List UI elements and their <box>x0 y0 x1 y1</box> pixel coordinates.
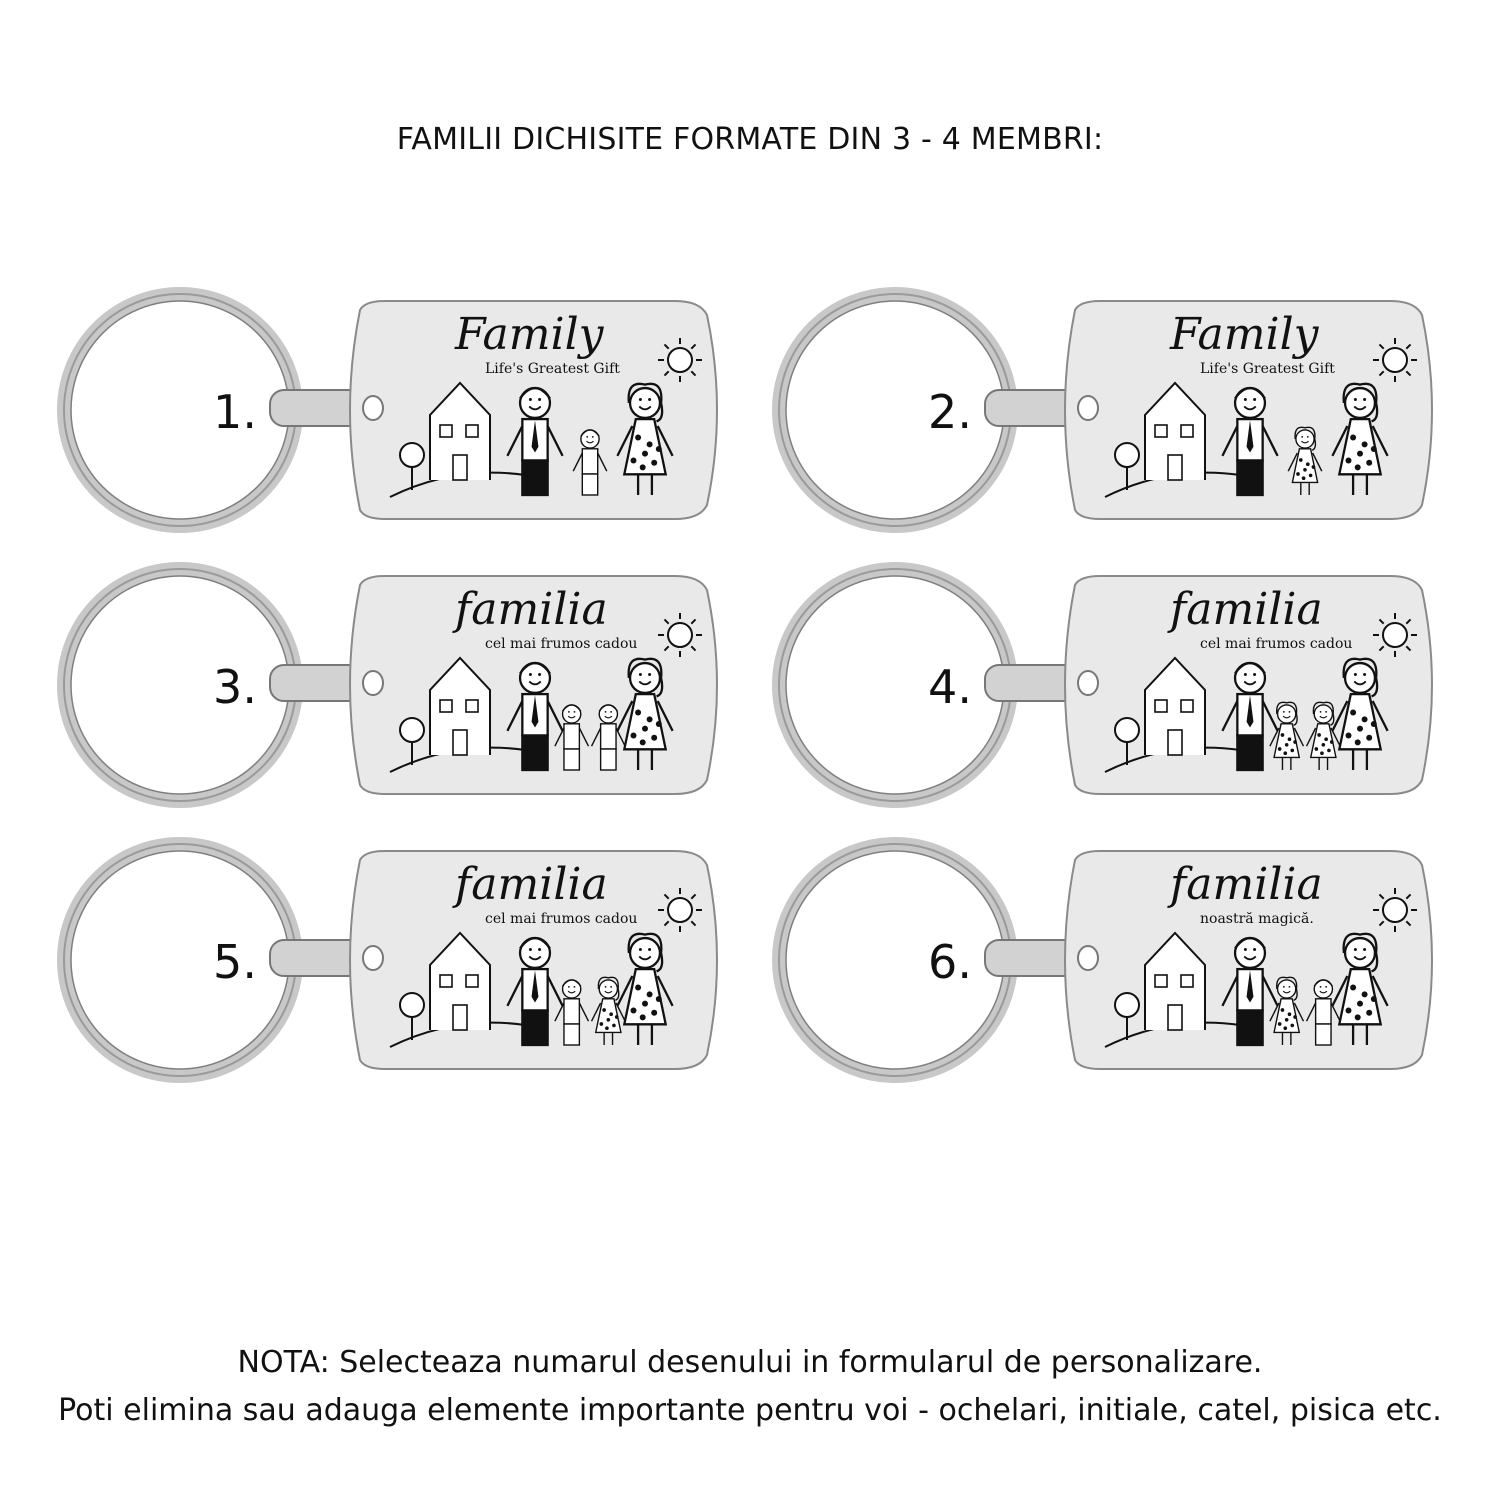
eye <box>538 398 541 401</box>
dress-dot <box>1283 1026 1287 1030</box>
pants <box>564 749 579 770</box>
tag-title: familia <box>1170 584 1323 635</box>
dress-dot <box>607 1018 611 1022</box>
pants <box>1316 1024 1331 1045</box>
eye <box>1354 398 1357 401</box>
dress-dot <box>1371 996 1377 1002</box>
eye <box>529 673 532 676</box>
dress-dot <box>600 1022 604 1026</box>
dress-dot <box>642 726 648 732</box>
note-line-2: Poti elimina sau adauga elemente importante pentru voi - ochelari, initiale, catel, pisica etc. <box>58 1393 1442 1428</box>
pants <box>1237 1011 1262 1046</box>
dress-dot <box>1346 458 1352 464</box>
head <box>630 663 660 693</box>
dress-dot <box>651 1010 657 1016</box>
option-number: 5. <box>213 935 257 989</box>
option-number: 6. <box>928 935 972 989</box>
eye <box>648 948 651 951</box>
dress-dot <box>1371 721 1377 727</box>
dress-dot <box>635 985 641 991</box>
dress-dot <box>656 996 662 1002</box>
sun-face <box>668 348 692 372</box>
pants <box>582 474 597 495</box>
dress-dot <box>1306 462 1310 466</box>
tag-subtitle: cel mai frumos cadou <box>485 636 638 652</box>
keychain-option-5[interactable] <box>55 835 755 1085</box>
dress-dot <box>1357 1001 1363 1007</box>
head <box>1278 980 1296 998</box>
dress-dot <box>1278 1022 1282 1026</box>
head <box>1278 705 1296 723</box>
dress-dot <box>647 441 653 447</box>
eye <box>592 436 594 438</box>
dress-dot <box>1366 735 1372 741</box>
dress-dot <box>656 721 662 727</box>
eye <box>1289 986 1291 988</box>
keychain-option-2[interactable] <box>770 285 1470 535</box>
eye <box>1253 398 1256 401</box>
dress-dot <box>609 1012 613 1016</box>
dress-dot <box>651 735 657 741</box>
tag-title: familia <box>455 584 608 635</box>
dress-dot <box>635 435 641 441</box>
dress-dot <box>640 739 646 745</box>
dress-dot <box>1346 1008 1352 1014</box>
dress-dot <box>631 733 637 739</box>
dress-dot <box>1355 464 1361 470</box>
tag-title: Family <box>1170 309 1319 360</box>
dress-dot <box>1362 441 1368 447</box>
keychain-option-4[interactable] <box>770 560 1470 810</box>
dress-dot <box>1293 1015 1297 1019</box>
eye <box>1244 398 1247 401</box>
eye <box>1363 398 1366 401</box>
dress-dot <box>1362 716 1368 722</box>
dress-dot <box>651 460 657 466</box>
dress-dot <box>1330 740 1334 744</box>
dress-dot <box>1357 451 1363 457</box>
sun-face <box>1383 623 1407 647</box>
dress-dot <box>1299 458 1303 462</box>
dress-dot <box>612 1024 616 1028</box>
dress-dot <box>1366 1010 1372 1016</box>
option-number: 1. <box>213 385 257 439</box>
tree-crown <box>1115 443 1139 467</box>
eye <box>538 673 541 676</box>
eye <box>1283 986 1285 988</box>
dress-dot <box>1355 1014 1361 1020</box>
eye <box>1289 711 1291 713</box>
eye <box>568 711 570 713</box>
tag-subtitle: noastră magică. <box>1200 911 1314 927</box>
dress-dot <box>1309 474 1313 478</box>
head <box>630 938 660 968</box>
page-title: FAMILII DICHISITE FORMATE DIN 3 - 4 MEMBRI: <box>396 122 1104 157</box>
eye <box>610 711 612 713</box>
dress-dot <box>631 458 637 464</box>
dress-dot <box>1302 476 1306 480</box>
pants <box>564 1024 579 1045</box>
dress-dot <box>1366 460 1372 466</box>
eye <box>1283 711 1285 713</box>
dress-dot <box>1346 733 1352 739</box>
tree-crown <box>400 993 424 1017</box>
eye <box>605 986 607 988</box>
eye <box>1363 948 1366 951</box>
eye <box>639 398 642 401</box>
eye <box>648 398 651 401</box>
dress-dot <box>1303 468 1307 472</box>
option-number: 4. <box>928 660 972 714</box>
note-line-1: NOTA: Selecteaza numarul desenului in formularul de personalizare. <box>237 1345 1263 1380</box>
eye <box>1253 673 1256 676</box>
tag-subtitle: cel mai frumos cadou <box>1200 636 1353 652</box>
eye <box>568 986 570 988</box>
dress-dot <box>1285 743 1289 747</box>
eye <box>1325 711 1327 713</box>
dress-dot <box>1350 435 1356 441</box>
tag-hole <box>363 396 383 420</box>
dress-dot <box>1371 446 1377 452</box>
option-number: 3. <box>213 660 257 714</box>
eye <box>1244 948 1247 951</box>
sun-face <box>1383 348 1407 372</box>
keychain-option-1[interactable] <box>55 285 755 535</box>
dress-dot <box>1283 751 1287 755</box>
shirt <box>1316 999 1331 1024</box>
dress-dot <box>1285 1018 1289 1022</box>
eye <box>1244 673 1247 676</box>
keychain-option-6[interactable] <box>770 835 1470 1085</box>
eye <box>1363 673 1366 676</box>
keychain-option-3[interactable] <box>55 560 755 810</box>
tag-hole <box>1078 671 1098 695</box>
eye <box>574 711 576 713</box>
head <box>1345 663 1375 693</box>
head <box>599 980 617 998</box>
eye <box>1301 436 1303 438</box>
eye <box>1307 436 1309 438</box>
dress-dot <box>647 991 653 997</box>
pants <box>522 736 547 771</box>
tag-hole <box>1078 946 1098 970</box>
dress-dot <box>1320 751 1324 755</box>
dress-dot <box>1327 749 1331 753</box>
eye <box>639 948 642 951</box>
dress-dot <box>615 1015 619 1019</box>
eye <box>529 398 532 401</box>
eye <box>648 673 651 676</box>
head <box>1345 388 1375 418</box>
tag-subtitle: Life's Greatest Gift <box>1200 361 1335 377</box>
dress-dot <box>1278 747 1282 751</box>
eye <box>1253 948 1256 951</box>
tag-hole <box>1078 396 1098 420</box>
pants <box>1237 736 1262 771</box>
dress-dot <box>642 1001 648 1007</box>
dress-dot <box>1357 726 1363 732</box>
sun-face <box>1383 898 1407 922</box>
eye <box>1354 948 1357 951</box>
dress-dot <box>1296 472 1300 476</box>
dress-dot <box>1288 737 1292 741</box>
tag-title: familia <box>1170 859 1323 910</box>
dress-dot <box>1288 1012 1292 1016</box>
dress-dot <box>631 1008 637 1014</box>
eye <box>605 711 607 713</box>
eye <box>1325 986 1327 988</box>
shirt <box>601 724 616 749</box>
option-number: 2. <box>928 385 972 439</box>
dress-dot <box>647 716 653 722</box>
eye <box>1320 986 1322 988</box>
pants <box>601 749 616 770</box>
head <box>1345 938 1375 968</box>
tree-crown <box>400 718 424 742</box>
eye <box>1354 673 1357 676</box>
dress-dot <box>1350 710 1356 716</box>
dress-dot <box>1355 739 1361 745</box>
shirt <box>582 449 597 474</box>
sun-face <box>668 898 692 922</box>
eye <box>639 673 642 676</box>
head <box>1296 430 1314 448</box>
dress-dot <box>640 464 646 470</box>
eye <box>574 986 576 988</box>
dress-dot <box>1281 733 1285 737</box>
dress-dot <box>605 1026 609 1030</box>
dress-dot <box>1315 747 1319 751</box>
sun-face <box>668 623 692 647</box>
dress-dot <box>602 1008 606 1012</box>
tag-hole <box>363 946 383 970</box>
dress-dot <box>1322 743 1326 747</box>
tag-subtitle: Life's Greatest Gift <box>485 361 620 377</box>
dress-dot <box>1290 749 1294 753</box>
head <box>630 388 660 418</box>
tree-crown <box>1115 718 1139 742</box>
tag-title: Family <box>455 309 604 360</box>
eye <box>1320 711 1322 713</box>
pants <box>1237 461 1262 496</box>
dress-dot <box>1293 740 1297 744</box>
dress-dot <box>1281 1008 1285 1012</box>
dress-dot <box>1312 465 1316 469</box>
dress-dot <box>635 710 641 716</box>
shirt <box>564 999 579 1024</box>
dress-dot <box>1317 733 1321 737</box>
pants <box>522 1011 547 1046</box>
dress-dot <box>1324 737 1328 741</box>
tag-title: familia <box>455 859 608 910</box>
tag-hole <box>363 671 383 695</box>
eye <box>538 948 541 951</box>
pants <box>522 461 547 496</box>
dress-dot <box>1350 985 1356 991</box>
eye <box>586 436 588 438</box>
dress-dot <box>1290 1024 1294 1028</box>
head <box>1314 705 1332 723</box>
shirt <box>564 724 579 749</box>
dress-dot <box>1362 991 1368 997</box>
tag-subtitle: cel mai frumos cadou <box>485 911 638 927</box>
dress-dot <box>642 451 648 457</box>
tree-crown <box>1115 993 1139 1017</box>
tree-crown <box>400 443 424 467</box>
eye <box>529 948 532 951</box>
dress-dot <box>656 446 662 452</box>
eye <box>610 986 612 988</box>
dress-dot <box>640 1014 646 1020</box>
